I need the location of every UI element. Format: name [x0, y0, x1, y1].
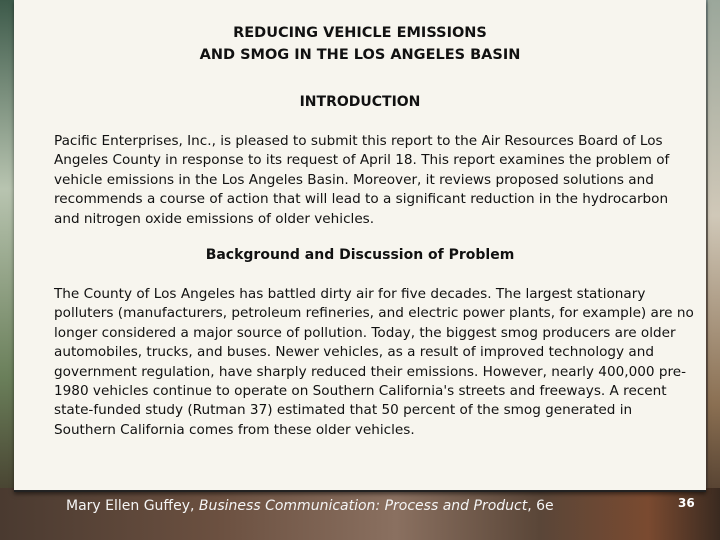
section-heading: Background and Discussion of Problem	[205, 247, 515, 263]
title-line-1: REDUCING VEHICLE EMISSIONS	[233, 25, 487, 41]
title-line-2: AND SMOG IN THE LOS ANGELES BASIN	[199, 47, 521, 63]
document-page	[14, 0, 706, 492]
background-left	[0, 0, 14, 540]
background-right	[708, 0, 720, 540]
intro-paragraph: Pacific Enterprises, Inc., is pleased to submit this report to the Air Resources Board of Los Angeles County in response to its request of April 18. This report examines the problem of vehicle emissions in the Los Angeles Basin. Moreover, it reviews proposed solutions and recommends a course of action that will lead to a significant reduction in the hydrocarbon and nitrogen oxide emissions of older vehicles.	[54, 133, 670, 227]
footer-citation	[66, 498, 554, 514]
report-title	[14, 22, 706, 66]
footer-book-title: Business Communication: Process and Product	[198, 498, 528, 514]
footer-edition: , 6e	[527, 498, 554, 514]
intro-heading: INTRODUCTION	[299, 94, 421, 110]
background-bottom	[0, 488, 720, 540]
footer-author: Mary Ellen Guffey,	[66, 498, 199, 514]
page-number: 36	[678, 496, 695, 510]
section-paragraph: The County of Los Angeles has battled dirty air for five decades. The largest stationary polluters (manufacturers, petroleum refineries, and electric power plants, for example) are no longer considered a major source of pollution. Today, the biggest smog producers are older automobiles, trucks, and buses. Newer vehicles, as a result of improved technology and government regulation, have sharply reduced their emissions. However, nearly 400,000 pre-1980 vehicles continue to operate on Southern California's streets and freeways. A recent state-funded study (Rutman 37) estimated that 50 percent of the smog generated in Southern California comes from these older vehicles.	[54, 286, 694, 438]
